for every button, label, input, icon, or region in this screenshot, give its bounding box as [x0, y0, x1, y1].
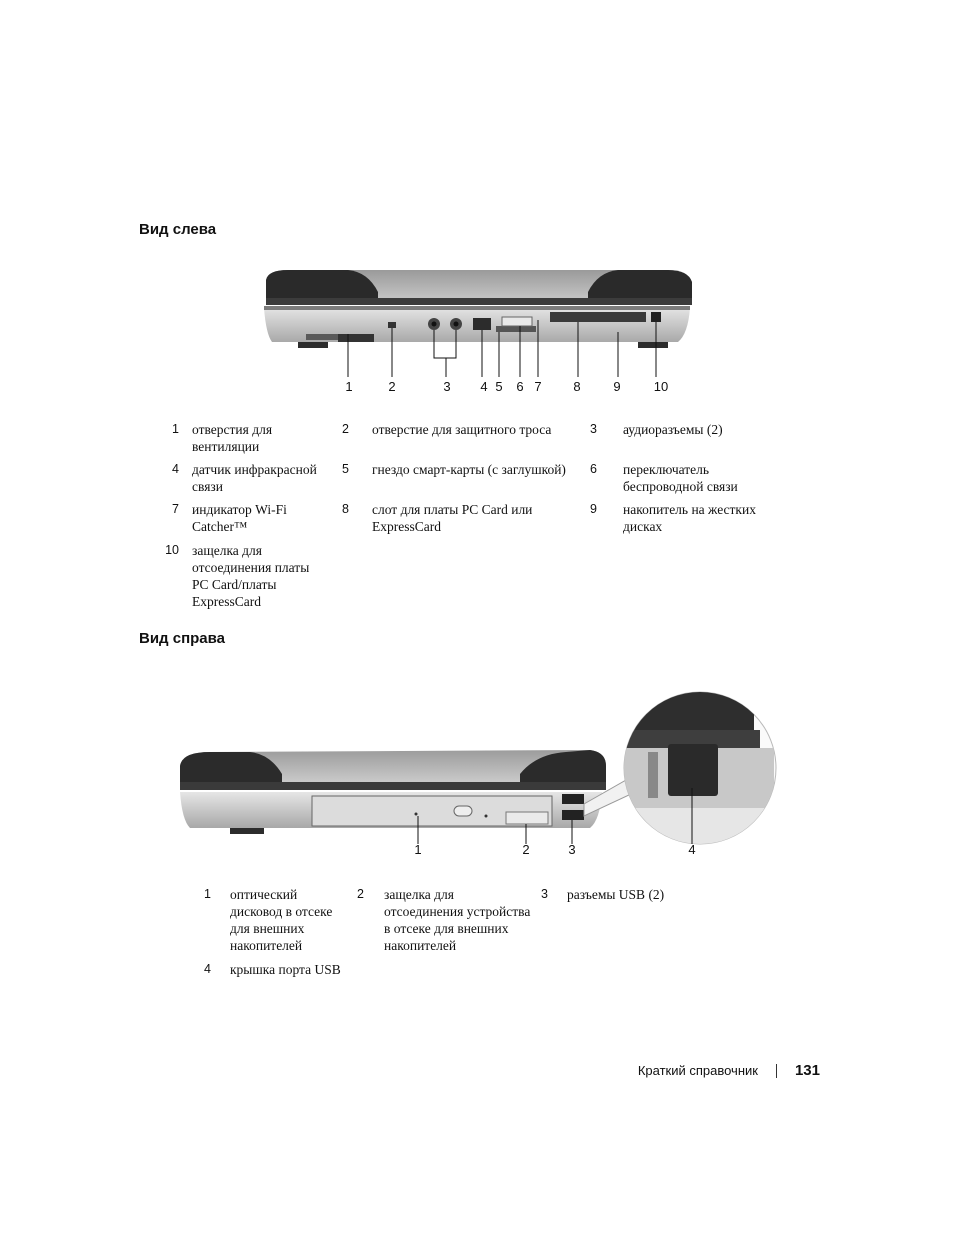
right-callout-3: 3: [568, 842, 576, 857]
right-view-heading: Вид справа: [139, 630, 226, 647]
legend-number: 3: [590, 422, 597, 436]
legend-number: 3: [541, 887, 548, 901]
legend-number: 10: [165, 543, 179, 557]
left-side-laptop-illustration: [258, 262, 698, 382]
left-callout-8: 8: [573, 379, 581, 394]
left-callout-7: 7: [534, 379, 542, 394]
legend-text: слот для платы PC Card или ExpressCard: [372, 502, 533, 534]
legend-number: 2: [342, 422, 349, 436]
legend-text: аудиоразъемы (2): [623, 422, 723, 437]
legend-text: гнездо смарт-карты (с заглушкой): [372, 462, 566, 477]
legend-number: 7: [172, 502, 179, 516]
legend-text: переключатель беспроводной связи: [623, 462, 738, 494]
legend-number: 2: [357, 887, 364, 901]
legend-text: разъемы USB (2): [567, 887, 665, 902]
legend-number: 1: [204, 887, 211, 901]
left-callout-10: 10: [653, 379, 669, 394]
legend-text: защелка для отсоединения платы PC Card/платы ExpressCard: [192, 543, 310, 609]
legend-text: накопитель на жестких дисках: [623, 502, 756, 534]
legend-number: 6: [590, 462, 597, 476]
legend-text: защелка для отсоединения устройства в отсеке для внешних накопителей: [384, 887, 531, 953]
footer-section-title: Краткий справочник: [637, 1063, 758, 1078]
left-callout-4: 4: [480, 379, 488, 394]
right-callout-4: 4: [688, 842, 696, 857]
legend-number: 8: [342, 502, 349, 516]
legend-number: 1: [172, 422, 179, 436]
page-number: 131: [794, 1062, 820, 1079]
left-callout-9: 9: [613, 379, 621, 394]
legend-text: крышка порта USB: [230, 962, 341, 977]
footer-divider: [776, 1064, 777, 1078]
left-view-heading: Вид слева: [139, 221, 217, 238]
left-callout-3: 3: [443, 379, 451, 394]
legend-text: отверстие для защитного троса: [372, 422, 552, 437]
legend-number: 4: [204, 962, 211, 976]
left-callout-5: 5: [495, 379, 503, 394]
legend-text: индикатор Wi-Fi Catcher™: [192, 502, 287, 534]
right-callout-2: 2: [522, 842, 530, 857]
left-callout-2: 2: [388, 379, 396, 394]
legend-text: оптический дисковод в отсеке для внешних накопителей: [230, 887, 333, 953]
legend-text: датчик инфракрасной связи: [192, 462, 317, 494]
legend-number: 9: [590, 502, 597, 516]
page-footer: [638, 1062, 820, 1079]
legend-number: 5: [342, 462, 349, 476]
legend-number: 4: [172, 462, 179, 476]
right-side-laptop-illustration: [170, 670, 790, 856]
left-callout-6: 6: [516, 379, 524, 394]
right-callout-1: 1: [414, 842, 422, 857]
legend-text: отверстия для вентиляции: [192, 422, 273, 454]
left-callout-1: 1: [345, 379, 353, 394]
